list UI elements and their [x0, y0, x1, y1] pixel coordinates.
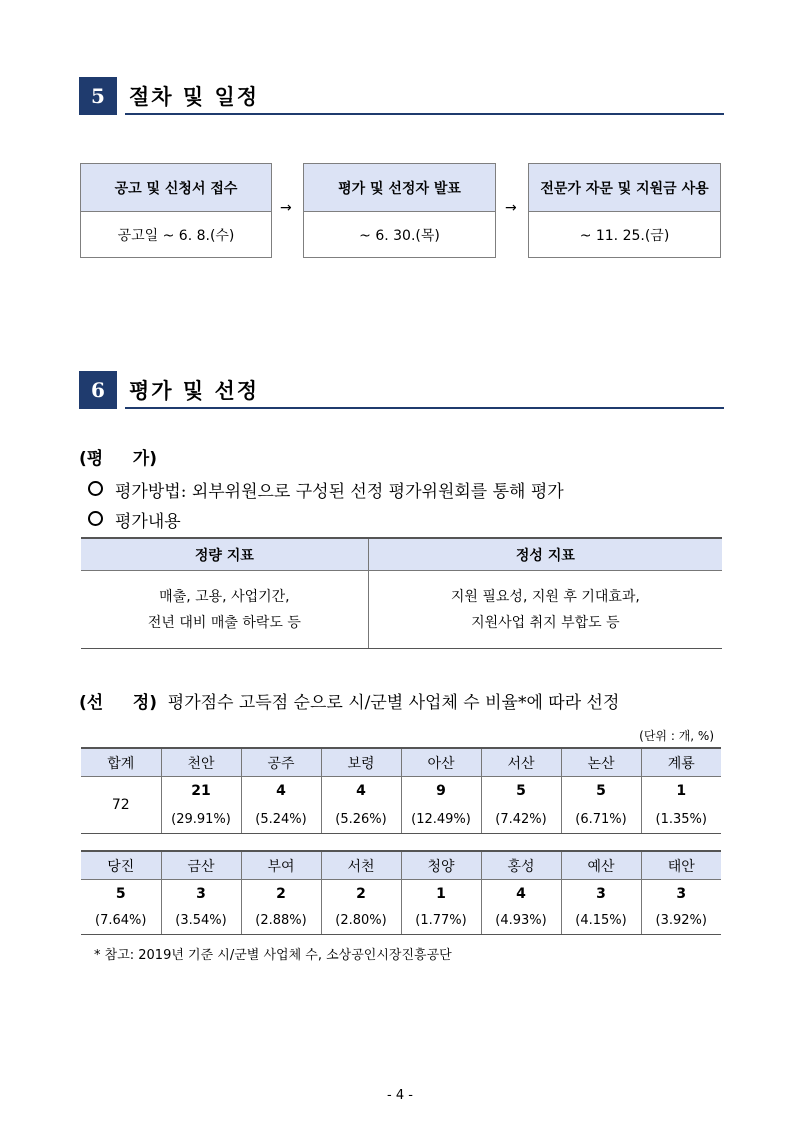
percent-cell: (2.88%) — [241, 907, 321, 935]
section-underline — [125, 407, 724, 409]
table-header: 서산 — [481, 748, 561, 777]
step-header: 평가 및 선정자 발표 — [304, 164, 495, 212]
step-date: 공고일 ~ 6. 8.(수) — [117, 228, 235, 244]
step-header: 전문가 자문 및 지원금 사용 — [529, 164, 720, 212]
table-header: 청양 — [401, 851, 481, 880]
unit-label: (단위 : 개, %) — [639, 729, 714, 743]
percent-cell: (12.49%) — [401, 805, 481, 834]
percent-cell: (5.26%) — [321, 805, 401, 834]
table-header: 정량 지표 — [81, 538, 368, 571]
table-header: 계룡 — [641, 748, 721, 777]
count-cell: 9 — [401, 777, 481, 806]
table-header: 논산 — [561, 748, 641, 777]
selection-text: 평가점수 고득점 순으로 시/군별 사업체 수 비율*에 따라 선정 — [167, 693, 620, 713]
cell-line: 지원 필요성, 지원 후 기대효과, — [450, 588, 640, 605]
count-cell: 1 — [641, 777, 721, 806]
page-number: - 4 - — [387, 1088, 413, 1103]
table-header: 태안 — [641, 851, 721, 880]
count-cell: 3 — [641, 880, 721, 908]
region-table-1 — [81, 747, 721, 834]
schedule-step-3 — [528, 163, 721, 258]
table-header: 금산 — [161, 851, 241, 880]
section-number: 6 — [79, 371, 117, 409]
bullet-item — [88, 477, 564, 502]
count-cell: 2 — [241, 880, 321, 908]
section-underline — [125, 113, 724, 115]
percent-cell: (7.64%) — [81, 907, 161, 935]
arrow-icon: → — [505, 200, 517, 216]
table-header: 홍성 — [481, 851, 561, 880]
table-cell — [81, 571, 368, 649]
table-cell — [368, 571, 722, 649]
count-cell: 1 — [401, 880, 481, 908]
section-title: 평가 및 선정 — [129, 379, 260, 403]
schedule-step-1 — [80, 163, 272, 258]
count-cell: 5 — [115, 885, 126, 902]
count-cell: 21 — [161, 777, 241, 806]
section-6-header — [79, 371, 724, 409]
evaluation-table — [81, 537, 722, 649]
table-header: 합계 — [81, 748, 161, 777]
percent-cell: (3.92%) — [641, 907, 721, 935]
section-5-header — [79, 77, 724, 115]
percent-cell: (7.42%) — [481, 805, 561, 834]
table-header: 보령 — [321, 748, 401, 777]
region-table-2 — [81, 850, 721, 935]
percent-cell: (4.93%) — [481, 907, 561, 935]
table-header: 당진 — [81, 851, 161, 880]
bullet-text: 평가내용 — [115, 512, 181, 532]
cell-line: 전년 대비 매출 하락도 등 — [147, 614, 301, 631]
count-cell: 4 — [241, 777, 321, 806]
circle-bullet-icon — [88, 511, 103, 526]
cell-line: 지원사업 취지 부합도 등 — [471, 614, 620, 631]
percent-cell: (5.24%) — [241, 805, 321, 834]
cell-line: 매출, 고용, 사업기간, — [159, 588, 290, 605]
table-header: 아산 — [401, 748, 481, 777]
count-cell: 5 — [481, 777, 561, 806]
selection-label: (선 정) — [79, 693, 157, 713]
step-header: 공고 및 신청서 접수 — [81, 164, 271, 212]
step-date: ~ 6. 30.(목) — [359, 228, 440, 244]
section-number: 5 — [79, 77, 117, 115]
percent-cell: (3.54%) — [161, 907, 241, 935]
count-cell: 5 — [561, 777, 641, 806]
percent-cell: (29.91%) — [161, 805, 241, 834]
table-header: 공주 — [241, 748, 321, 777]
bullet-text: 평가방법: 외부위원으로 구성된 선정 평가위원회를 통해 평가 — [115, 482, 564, 502]
total-value: 72 — [81, 777, 161, 834]
arrow-icon: → — [280, 200, 292, 216]
section-title: 절차 및 일정 — [129, 85, 260, 109]
count-cell: 4 — [481, 880, 561, 908]
count-cell: 3 — [561, 880, 641, 908]
percent-cell: (2.80%) — [321, 907, 401, 935]
percent-cell: (1.35%) — [641, 805, 721, 834]
count-cell: 2 — [321, 880, 401, 908]
circle-bullet-icon — [88, 481, 103, 496]
step-date: ~ 11. 25.(금) — [579, 228, 670, 244]
percent-cell: (1.77%) — [401, 907, 481, 935]
table-header: 서천 — [321, 851, 401, 880]
percent-cell: (4.15%) — [561, 907, 641, 935]
count-cell: 3 — [161, 880, 241, 908]
percent-cell: (6.71%) — [561, 805, 641, 834]
bullet-item — [88, 507, 181, 532]
source-note: * 참고: 2019년 기준 시/군별 사업체 수, 소상공인시장진흥공단 — [94, 948, 452, 963]
table-header: 부여 — [241, 851, 321, 880]
table-header: 정성 지표 — [368, 538, 722, 571]
selection-line — [79, 688, 619, 713]
count-cell: 4 — [321, 777, 401, 806]
table-header: 천안 — [161, 748, 241, 777]
evaluation-label: (평 가) — [79, 449, 157, 469]
table-header: 예산 — [561, 851, 641, 880]
schedule-step-2 — [303, 163, 496, 258]
